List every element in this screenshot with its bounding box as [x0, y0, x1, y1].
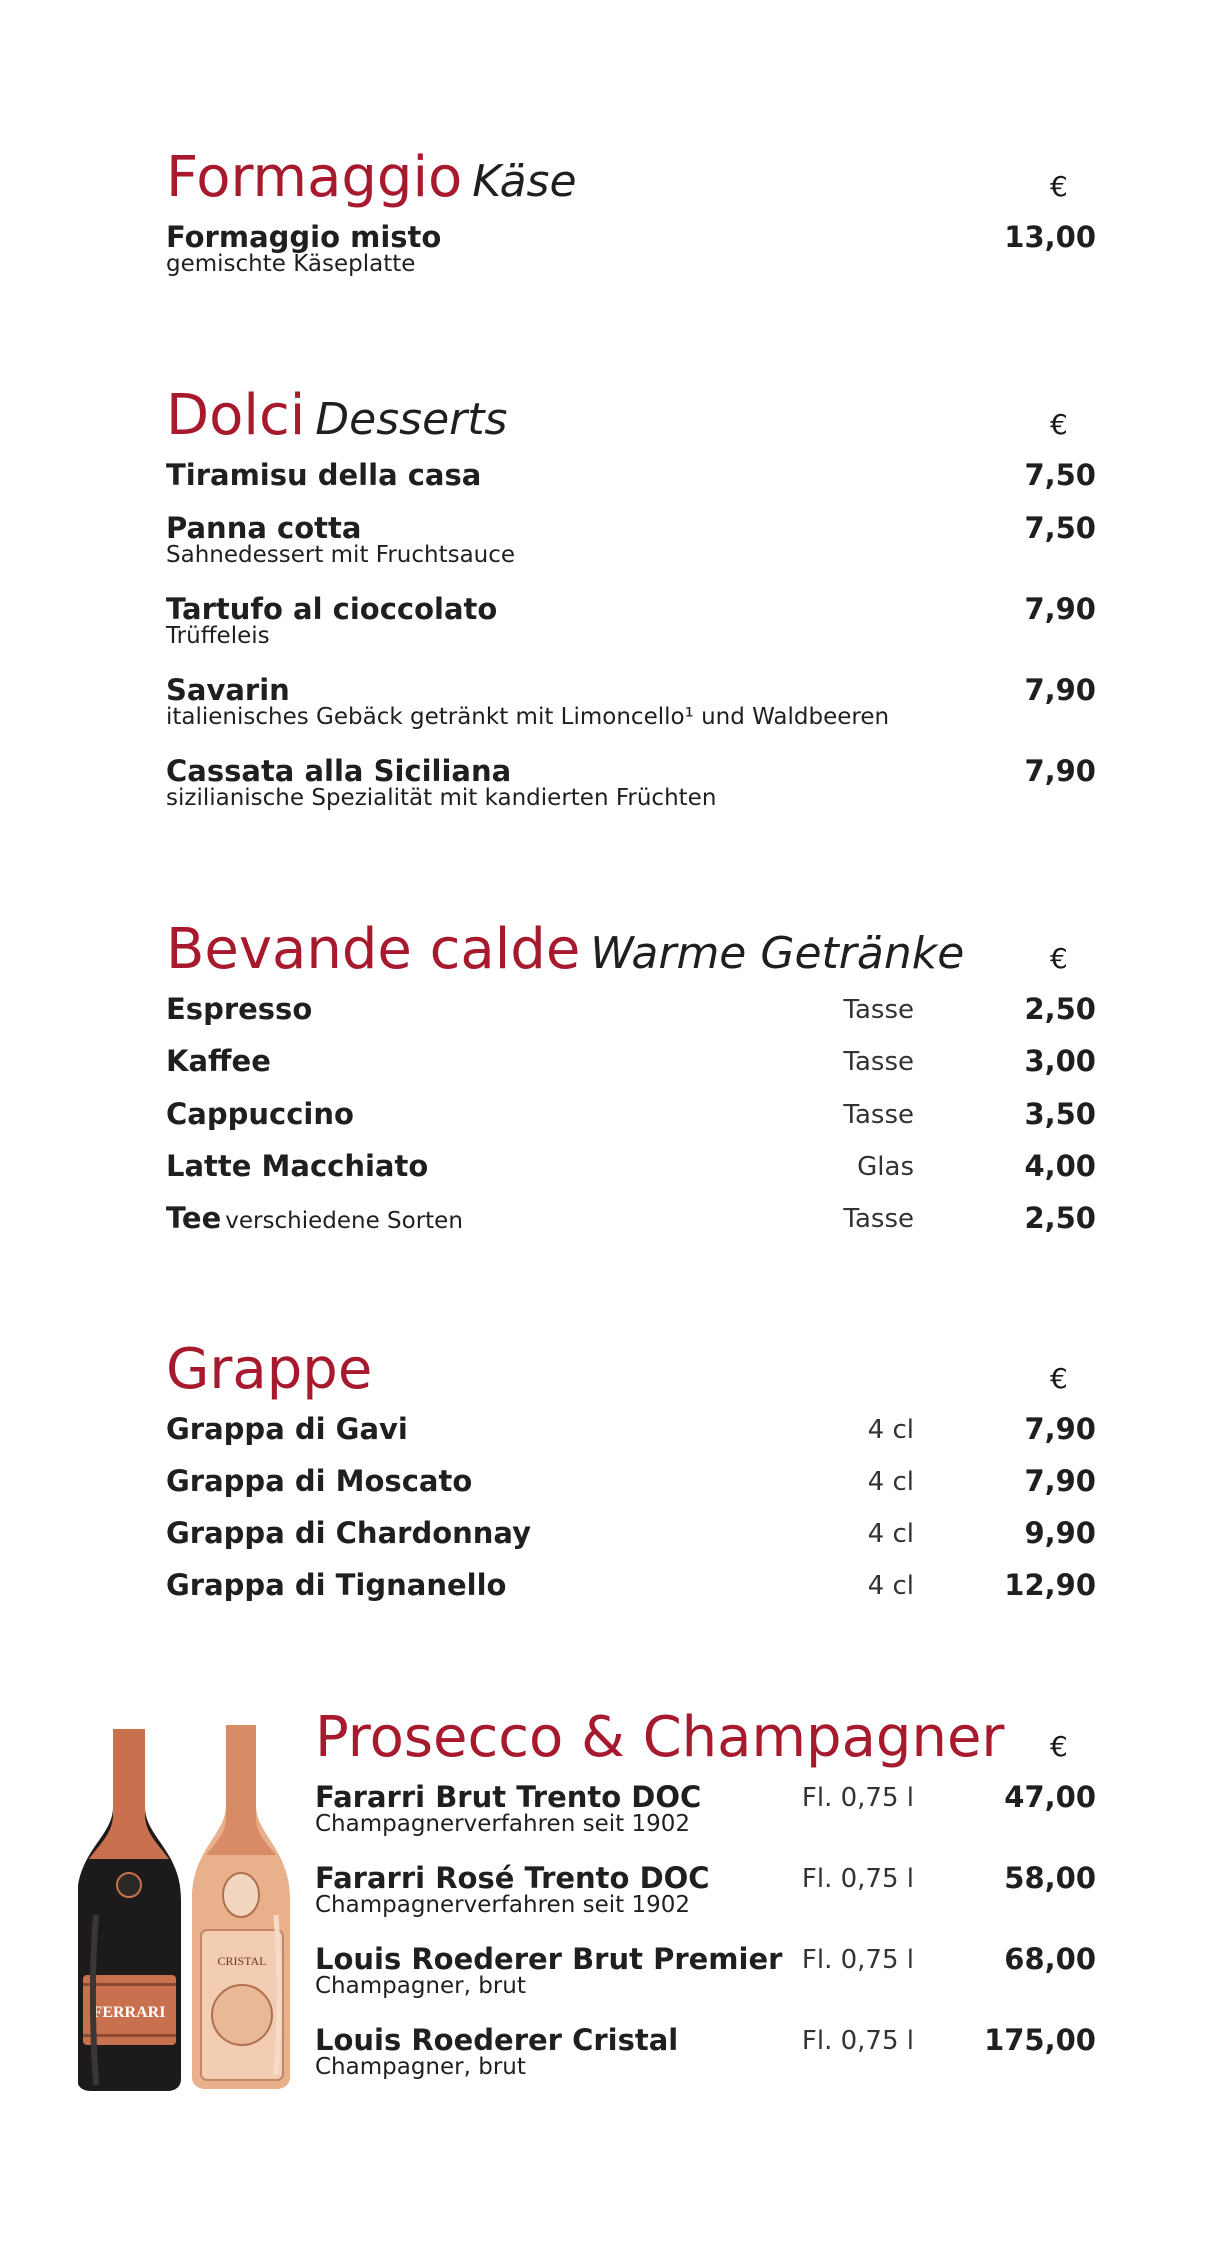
item-price: 7,90	[1024, 1464, 1096, 1498]
item-price: 7,50	[1024, 511, 1096, 545]
item-unit: Tasse	[843, 995, 914, 1025]
item-price: 7,50	[1024, 458, 1096, 492]
item-name: Cappuccino	[166, 1097, 354, 1131]
item-price: 58,00	[1004, 1861, 1096, 1895]
item-name: Tiramisu della casa	[166, 458, 482, 492]
section-heading	[315, 1705, 1005, 1770]
item-name: Savarin	[166, 673, 290, 707]
item-unit: Tasse	[843, 1100, 914, 1130]
section-heading	[166, 917, 965, 982]
item-unit: Fl. 0,75 l	[801, 2026, 914, 2056]
section-title: Dolci	[166, 383, 306, 448]
item-unit: Tasse	[843, 1204, 914, 1234]
item-name: Louis Roederer Cristal	[315, 2023, 679, 2057]
section-heading	[166, 1337, 373, 1402]
item-description: Champagner, brut	[315, 2054, 526, 2080]
item-unit: Fl. 0,75 l	[801, 1945, 914, 1975]
item-price: 2,50	[1024, 992, 1096, 1026]
currency-header: €	[1050, 408, 1068, 441]
item-name: Grappa di Gavi	[166, 1412, 408, 1446]
item-price: 7,90	[1024, 1412, 1096, 1446]
cristal-bottle	[192, 1725, 290, 2089]
item-name: Fararri Brut Trento DOC	[315, 1780, 702, 1814]
item-name: Formaggio misto	[166, 220, 442, 254]
champagne-bottles-image	[78, 1725, 298, 2095]
section-title: Prosecco & Champagner	[315, 1705, 1005, 1770]
item-name: Grappa di Tignanello	[166, 1568, 507, 1602]
item-unit: Glas	[857, 1152, 914, 1182]
item-price: 68,00	[1004, 1942, 1096, 1976]
item-name: Louis Roederer Brut Premier	[315, 1942, 783, 1976]
item-unit: Fl. 0,75 l	[801, 1783, 914, 1813]
item-name: Fararri Rosé Trento DOC	[315, 1861, 710, 1895]
item-price: 175,00	[984, 2023, 1096, 2057]
item-name: Kaffee	[166, 1044, 271, 1078]
item-price: 7,90	[1024, 592, 1096, 626]
item-price: 4,00	[1024, 1149, 1096, 1183]
section-heading	[166, 145, 577, 210]
item-price: 3,00	[1024, 1044, 1096, 1078]
item-name: Tee	[166, 1201, 222, 1235]
item-description: Trüffeleis	[166, 623, 270, 649]
item-description: sizilianische Spezialität mit kandierten Früchten	[166, 785, 717, 811]
item-unit: Tasse	[843, 1047, 914, 1077]
item-name: Grappa di Moscato	[166, 1464, 473, 1498]
item-price: 7,90	[1024, 673, 1096, 707]
item-price: 2,50	[1024, 1201, 1096, 1235]
item-unit: 4 cl	[867, 1519, 914, 1549]
item-name: Panna cotta	[166, 511, 362, 545]
ferrari-label-text: FERRARI	[92, 2004, 166, 2021]
item-unit: Fl. 0,75 l	[801, 1864, 914, 1894]
item-name: Latte Macchiato	[166, 1149, 429, 1183]
item-description: italienisches Gebäck getränkt mit Limoncello¹ und Waldbeeren	[166, 704, 890, 730]
item-description: Champagnerverfahren seit 1902	[315, 1811, 690, 1837]
section-heading	[166, 383, 508, 448]
section-title: Bevande calde	[166, 917, 581, 982]
cristal-label-text: CRISTAL	[217, 1954, 267, 1968]
item-name: Grappa di Chardonnay	[166, 1516, 532, 1550]
item-description: Sahnedessert mit Fruchtsauce	[166, 542, 516, 568]
item-description: gemischte Käseplatte	[166, 251, 416, 277]
section-subtitle: Käse	[472, 156, 577, 207]
item-description: Champagner, brut	[315, 1973, 526, 1999]
item-price: 7,90	[1024, 754, 1096, 788]
section-subtitle: Desserts	[315, 394, 508, 445]
item-name: Tartufo al cioccolato	[166, 592, 498, 626]
item-description: verschiedene Sorten	[225, 1208, 463, 1234]
section-title: Grappe	[166, 1337, 373, 1402]
currency-header: €	[1050, 1362, 1068, 1395]
item-price: 13,00	[1004, 220, 1096, 254]
item-description: Champagnerverfahren seit 1902	[315, 1892, 690, 1918]
item-unit: 4 cl	[867, 1467, 914, 1497]
item-unit: 4 cl	[867, 1415, 914, 1445]
section-title: Formaggio	[166, 145, 463, 210]
item-price: 47,00	[1004, 1780, 1096, 1814]
ferrari-bottle	[78, 1729, 181, 2091]
currency-header: €	[1050, 942, 1068, 975]
item-name-with-note	[166, 1203, 463, 1235]
section-subtitle: Warme Getränke	[590, 928, 965, 979]
bottles-illustration	[78, 1725, 298, 2095]
item-name: Espresso	[166, 992, 313, 1026]
item-price: 3,50	[1024, 1097, 1096, 1131]
item-unit: 4 cl	[867, 1571, 914, 1601]
item-name: Cassata alla Siciliana	[166, 754, 512, 788]
item-price: 12,90	[1004, 1568, 1096, 1602]
currency-header: €	[1050, 1730, 1068, 1763]
item-price: 9,90	[1024, 1516, 1096, 1550]
currency-header: €	[1050, 170, 1068, 203]
